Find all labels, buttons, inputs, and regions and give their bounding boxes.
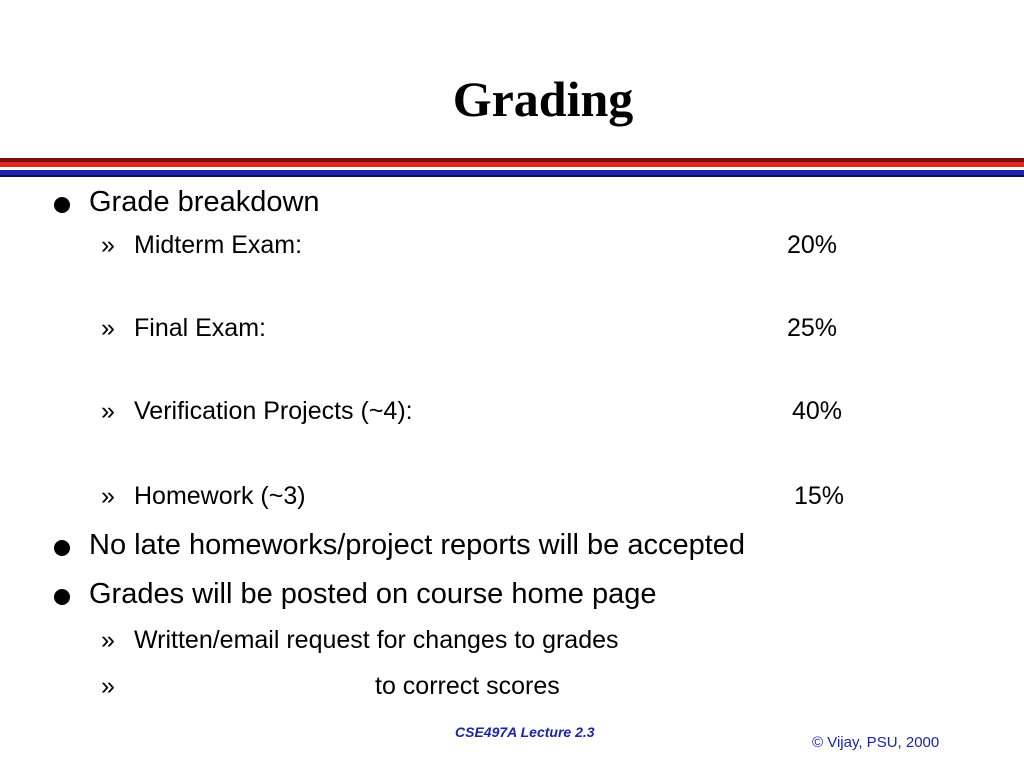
sub-item-label: to correct scores bbox=[375, 672, 560, 700]
bullet-dot-icon bbox=[54, 589, 70, 605]
sub-item-label: Final Exam: bbox=[134, 314, 266, 342]
sub-item-percent: 15% bbox=[794, 482, 845, 510]
sub-item-label: Midterm Exam: bbox=[134, 231, 303, 259]
bullet-dot-icon bbox=[54, 540, 70, 556]
footer-lecture-label: CSE497A Lecture 2.3 bbox=[455, 724, 595, 740]
sub-item-label: Written/email request for changes to grades bbox=[134, 626, 619, 654]
sub-marker-icon: » bbox=[101, 397, 115, 425]
bullet-text: Grade breakdown bbox=[89, 186, 320, 218]
sub-marker-icon: » bbox=[101, 482, 115, 510]
sub-marker-icon: » bbox=[101, 231, 115, 259]
sub-item-label: Verification Projects (~4): bbox=[134, 397, 413, 425]
sub-item-percent: 25% bbox=[787, 314, 838, 342]
sub-marker-icon: » bbox=[101, 314, 115, 342]
divider-navy-line bbox=[0, 175, 1024, 177]
sub-marker-icon: » bbox=[101, 626, 115, 654]
sub-item-percent: 40% bbox=[792, 397, 843, 425]
footer-copyright: © Vijay, PSU, 2000 bbox=[812, 734, 940, 751]
slide-title: Grading bbox=[452, 71, 634, 127]
sub-item-percent: 20% bbox=[787, 231, 838, 259]
sub-item-label: Homework (~3) bbox=[134, 482, 306, 510]
bullet-text: Grades will be posted on course home page bbox=[89, 578, 657, 610]
bullet-text: No late homeworks/project reports will be accepted bbox=[89, 529, 746, 561]
sub-marker-icon: » bbox=[101, 672, 115, 700]
bullet-dot-icon bbox=[54, 197, 70, 213]
